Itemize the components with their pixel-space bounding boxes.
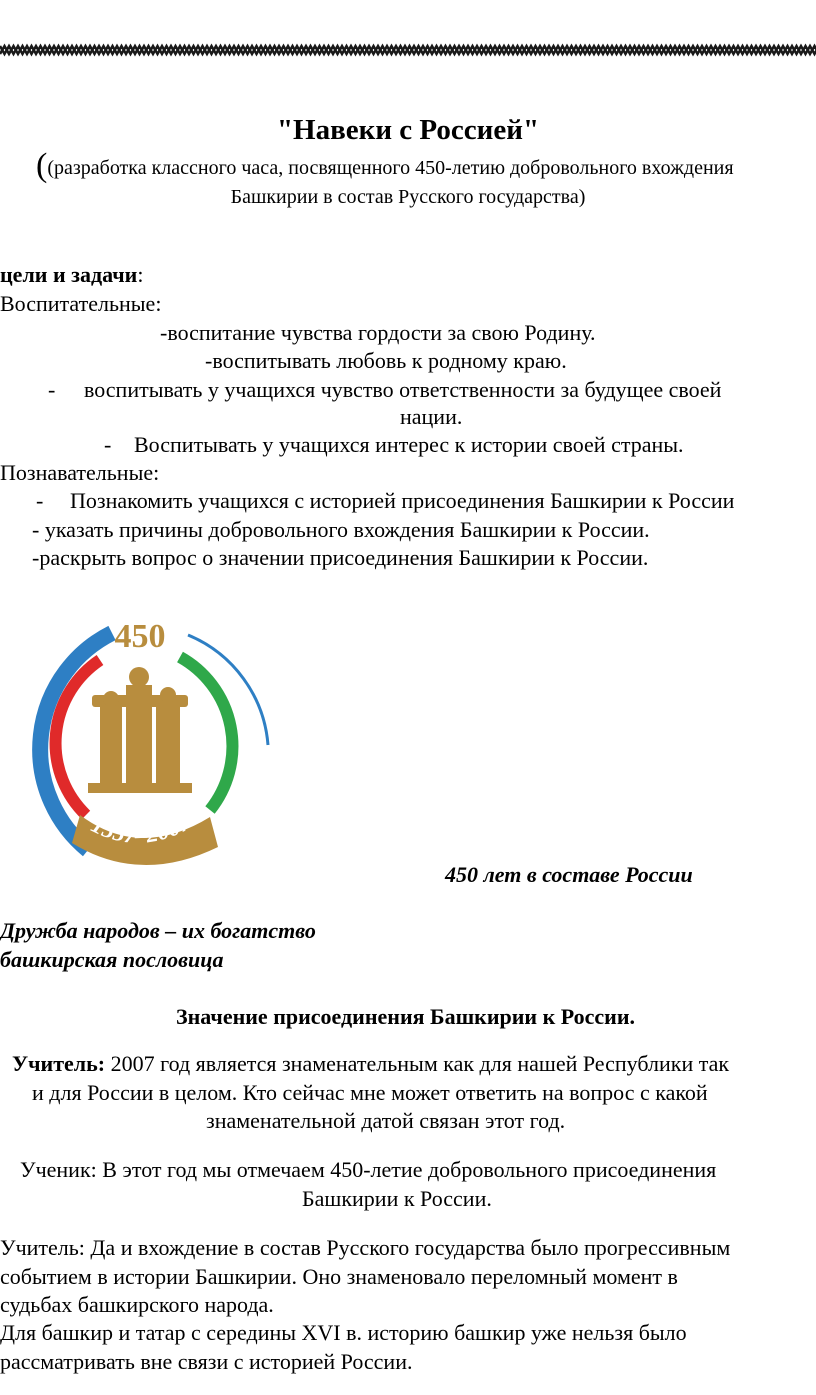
subtitle-line-2: Башкирии в состав Русского государства) [230,186,586,208]
paragraph-1-line-3: знаменательной датой связан этот год. [206,1108,566,1133]
paragraph-2-line-2: Башкирии к России. [302,1186,492,1211]
cognitive-item-1-dash: - [36,488,44,513]
educational-item-4-dash: - [104,432,112,457]
subtitle-text: (разработка классного часа, посвященного 450-летию добровольного вхождения [47,157,734,179]
goals-heading-colon: : [137,262,144,287]
paragraph-2-line-1: Ученик: В этот год мы отмечаем 450-летие добровольного присоединения [20,1157,717,1182]
cognitive-item-3: -раскрыть вопрос о значении присоединения Башкирии к России. [32,545,649,570]
zigzag-border-icon [0,40,816,70]
educational-item-2: -воспитывать любовь к родному краю. [205,348,567,373]
logo-years-path: 1557–2007 [86,809,196,849]
paragraph-3-line-3: судьбах башкирского народа. [0,1292,274,1317]
subtitle-line-1 [36,147,734,184]
logo-caption: 450 лет в составе России [445,862,693,887]
educational-item-1: -воспитание чувства гордости за свою Родину. [160,320,596,345]
teacher-speaker-label: Учитель: [12,1051,106,1076]
paragraph-3-line-1: Учитель: Да и вхождение в состав Русского государства было прогрессивным [0,1235,731,1260]
educational-item-3-dash: - [48,377,56,402]
proverb-text: Дружба народов – их богатство [0,918,316,943]
educational-label: Воспитательные: [0,291,162,316]
logo-top-text: 450 [114,618,166,655]
paragraph-3-line-2: событием в истории Башкирии. Оно знаменовало переломный момент в [0,1264,678,1289]
goals-heading-text: цели и задачи [0,262,138,287]
paragraph-1-line-1-text: 2007 год является знаменательным как для нашей Республики так [110,1051,730,1076]
paragraph-1-line-1 [12,1051,729,1077]
educational-item-3: воспитывать у учащихся чувство ответственности за будущее своей [84,377,722,402]
educational-item-3-cont: нации. [400,404,463,429]
cognitive-item-2: - указать причины добровольного вхождения Башкирии к России. [32,517,650,542]
cognitive-label: Познавательные: [0,460,160,485]
paragraph-4-line-1: Для башкир и татар с середины XVI в. историю башкир уже нельзя было [0,1320,687,1345]
goals-heading [0,262,143,288]
open-paren: ( [36,147,48,184]
section-heading: Значение присоединения Башкирии к России. [176,1004,636,1029]
proverb-source: башкирская пословица [0,947,224,972]
educational-item-4: Воспитывать у учащихся интерес к истории своей страны. [134,432,684,457]
logo-monument-icon [88,667,192,793]
anniversary-450-logo [0,605,285,870]
document-title: "Навеки с Россией" [276,114,540,146]
cognitive-item-1: Познакомить учащихся с историей присоединения Башкирии к России [70,488,735,513]
paragraph-4-line-2: рассматривать вне связи с историей России. [0,1349,413,1374]
paragraph-1-line-2: и для России в целом. Кто сейчас мне может ответить на вопрос с какой [32,1080,708,1105]
